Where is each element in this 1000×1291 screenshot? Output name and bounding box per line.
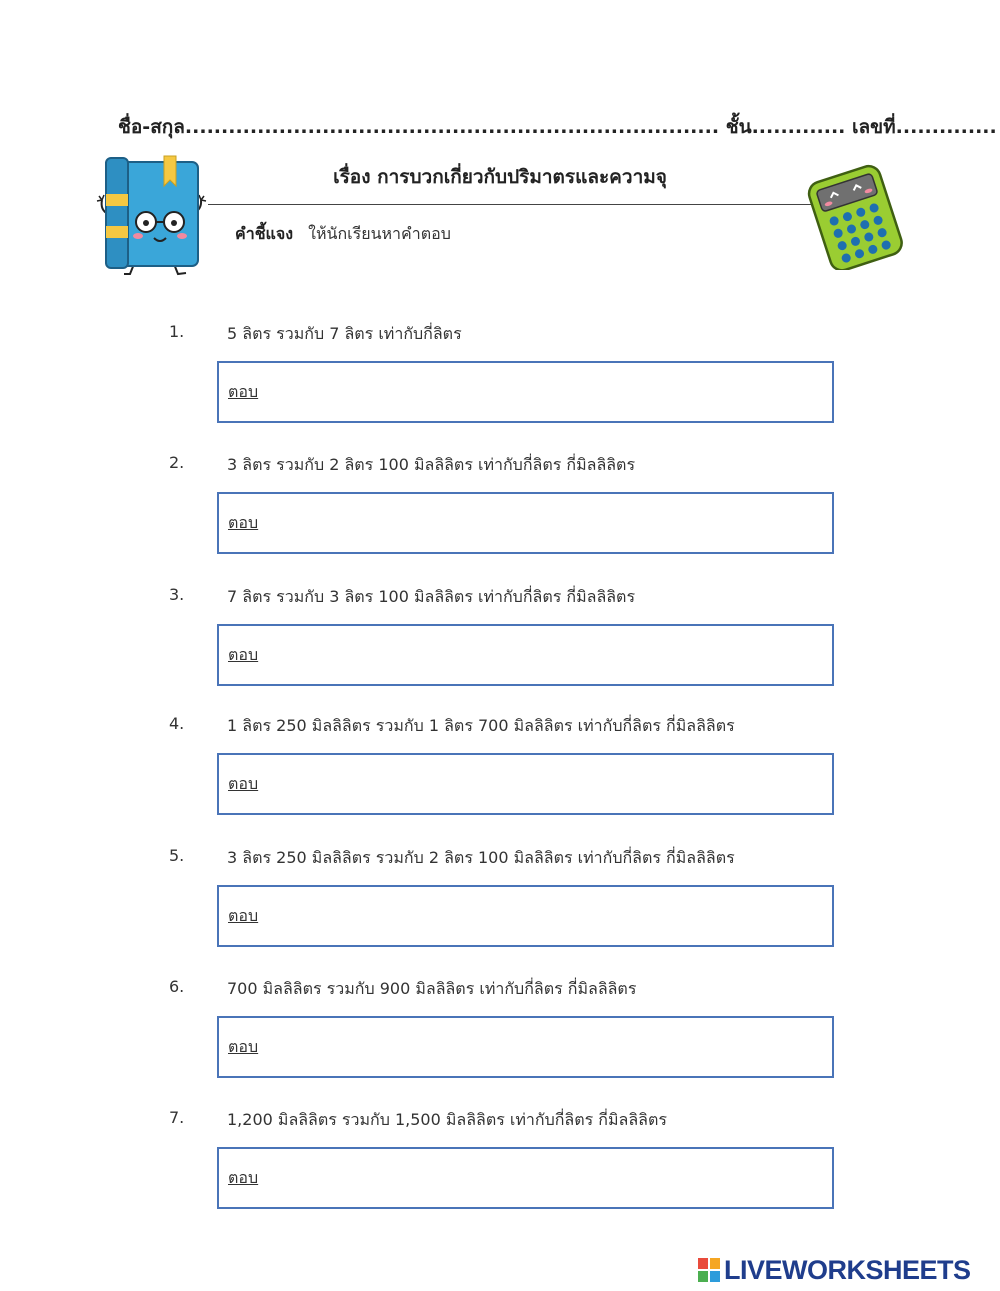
page-title: เรื่อง การบวกเกี่ยวกับปริมาตรและความจุ xyxy=(333,166,667,188)
question-1-number: 1. xyxy=(169,322,185,341)
instruction xyxy=(235,222,451,247)
question-2-text: 3 ลิตร รวมกับ 2 ลิตร 100 มิลลิลิตร เท่ากับกี่ลิตร กี่มิลลิลิตร xyxy=(227,455,636,474)
answer-label: ตอบ xyxy=(228,906,259,925)
answer-label: ตอบ xyxy=(228,774,259,793)
number-field[interactable]: เลขที่.............. xyxy=(852,116,997,138)
title-divider xyxy=(208,204,813,205)
student-info-line xyxy=(118,112,997,142)
answer-label: ตอบ xyxy=(228,382,259,401)
logo-text: LIVEWORKSHEETS xyxy=(724,1254,971,1285)
question-4-text: 1 ลิตร 250 มิลลิลิตร รวมกับ 1 ลิตร 700 มิลลิลิตร เท่ากับกี่ลิตร กี่มิลลิลิตร xyxy=(227,716,735,735)
question-1-text: 5 ลิตร รวมกับ 7 ลิตร เท่ากับกี่ลิตร xyxy=(227,324,462,343)
question-6-text: 700 มิลลิลิตร รวมกับ 900 มิลลิลิตร เท่ากับกี่ลิตร กี่มิลลิลิตร xyxy=(227,979,637,998)
instruction-text: ให้นักเรียนหาคำตอบ xyxy=(308,224,451,243)
answer-label: ตอบ xyxy=(228,1037,259,1056)
logo-blocks-icon xyxy=(698,1258,720,1282)
answer-box-4[interactable] xyxy=(217,753,834,815)
answer-label: ตอบ xyxy=(228,645,259,664)
question-2-number: 2. xyxy=(169,453,185,472)
question-7-number: 7. xyxy=(169,1108,185,1127)
answer-box-5[interactable] xyxy=(217,885,834,947)
answer-box-2[interactable] xyxy=(217,492,834,554)
answer-box-3[interactable] xyxy=(217,624,834,686)
question-5-text: 3 ลิตร 250 มิลลิลิตร รวมกับ 2 ลิตร 100 มิลลิลิตร เท่ากับกี่ลิตร กี่มิลลิลิตร xyxy=(227,848,735,867)
class-field[interactable]: ชั้น............. xyxy=(725,116,846,138)
question-5-number: 5. xyxy=(169,846,185,865)
answer-box-7[interactable] xyxy=(217,1147,834,1209)
liveworksheets-logo[interactable] xyxy=(698,1254,971,1286)
calculator-mascot-icon xyxy=(804,164,908,270)
question-6-number: 6. xyxy=(169,977,185,996)
answer-box-6[interactable] xyxy=(217,1016,834,1078)
answer-label: ตอบ xyxy=(228,513,259,532)
answer-label: ตอบ xyxy=(228,1168,259,1187)
answer-box-1[interactable] xyxy=(217,361,834,423)
name-field[interactable]: ชื่อ-สกุล.......................................................................... xyxy=(118,116,720,138)
question-4-number: 4. xyxy=(169,714,185,733)
question-3-text: 7 ลิตร รวมกับ 3 ลิตร 100 มิลลิลิตร เท่ากับกี่ลิตร กี่มิลลิลิตร xyxy=(227,587,636,606)
question-7-text: 1,200 มิลลิลิตร รวมกับ 1,500 มิลลิลิตร เท่ากับกี่ลิตร กี่มิลลิลิตร xyxy=(227,1110,667,1129)
instruction-label: คำชี้แจง xyxy=(235,224,294,243)
question-3-number: 3. xyxy=(169,585,185,604)
